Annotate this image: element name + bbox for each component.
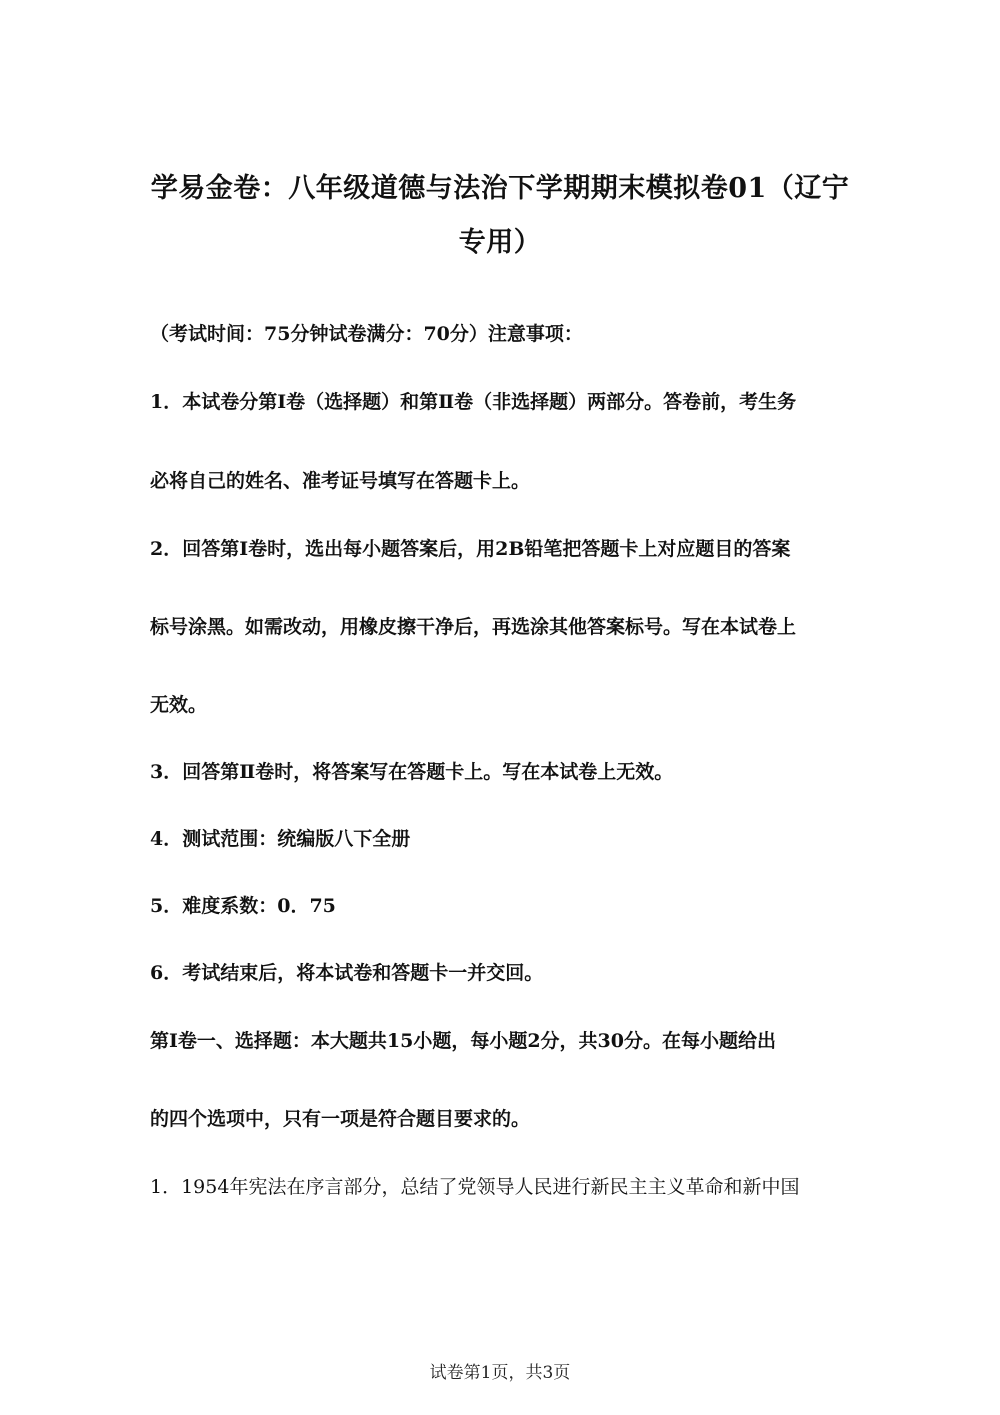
note-1-line-1: 1．本试卷分第Ⅰ卷（选择题）和第Ⅱ卷（非选择题）两部分。答卷前，考生务 bbox=[150, 391, 797, 413]
note-4: 4．测试范围：统编版八下全册 bbox=[150, 828, 411, 850]
question-1-text: 1．1954年宪法在序言部分，总结了党领导人民进行新民主主义革命和新中国 bbox=[150, 1176, 800, 1198]
exam-info: （考试时间：75分钟试卷满分：70分）注意事项： bbox=[150, 323, 583, 345]
note-6: 6．考试结束后，将本试卷和答题卡一并交回。 bbox=[150, 962, 544, 984]
page-footer: 试卷第1页，共3页 bbox=[429, 1363, 571, 1383]
section-heading-line-2: 的四个选项中，只有一项是符合题目要求的。 bbox=[150, 1108, 531, 1130]
note-2-line-2: 标号涂黑。如需改动，用橡皮擦干净后，再选涂其他答案标号。写在本试卷上 bbox=[150, 616, 797, 638]
note-5: 5．难度系数：0．75 bbox=[150, 895, 336, 917]
page-title-line-1: 学易金卷：八年级道德与法治下学期期末模拟卷01（辽宁 bbox=[150, 173, 850, 204]
note-2-line-3: 无效。 bbox=[150, 694, 208, 716]
section-heading-line-1: 第Ⅰ卷一、选择题：本大题共15小题，每小题2分，共30分。在每小题给出 bbox=[150, 1030, 776, 1052]
page-title-line-2: 专用） bbox=[458, 227, 542, 258]
note-1-line-2: 必将自己的姓名、准考证号填写在答题卡上。 bbox=[150, 470, 531, 492]
note-2-line-1: 2．回答第Ⅰ卷时，选出每小题答案后，用2B铅笔把答题卡上对应题目的答案 bbox=[150, 538, 791, 560]
note-3: 3．回答第Ⅱ卷时，将答案写在答题卡上。写在本试卷上无效。 bbox=[150, 761, 674, 783]
